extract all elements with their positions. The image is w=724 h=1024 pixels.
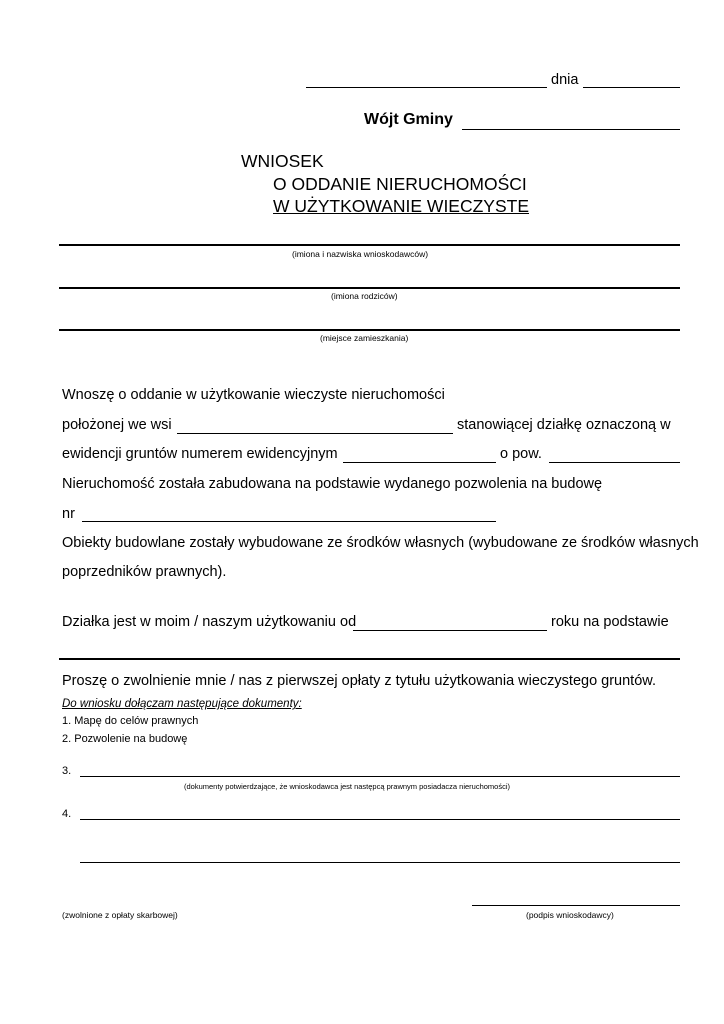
addressee-label: Wójt Gminy — [364, 111, 453, 128]
document-subtitle: O ODDANIE NIERUCHOMOŚCI — [273, 174, 527, 194]
area-label: o pow. — [500, 446, 542, 462]
funding-text: Obiekty budowlane zostały wybudowane ze środków własnych (wybudowane ze środków własnych — [62, 535, 699, 551]
usage-year-field[interactable] — [353, 630, 547, 631]
attachment-4-field[interactable] — [80, 819, 680, 820]
fee-note: (zwolnione z opłaty skarbowej) — [62, 910, 178, 920]
basis-field[interactable] — [59, 658, 680, 660]
residence-field[interactable] — [59, 329, 680, 331]
location-label: położonej we wsi — [62, 417, 172, 433]
attachments-heading: Do wniosku dołączam następujące dokumenty: — [62, 698, 302, 710]
permit-number-field[interactable] — [82, 521, 496, 522]
municipality-field[interactable] — [462, 129, 680, 130]
parcel-label: stanowiącej działkę oznaczoną w — [457, 417, 671, 433]
parents-field[interactable] — [59, 287, 680, 289]
permit-number-label: nr — [62, 506, 75, 522]
usage-label: Działka jest w moim / naszym użytkowaniu od — [62, 614, 357, 630]
village-field[interactable] — [177, 433, 453, 434]
basis-label: roku na podstawie — [551, 614, 669, 630]
attachment-item-1: 1. Mapę do celów prawnych — [62, 715, 199, 727]
names-caption: (imiona i nazwiska wnioskodawców) — [292, 249, 429, 259]
residence-caption: (miejsce zamieszkania) — [320, 333, 409, 343]
parents-caption: (imiona rodziców) — [331, 291, 398, 301]
attachment-item-4-number: 4. — [62, 808, 72, 820]
area-field[interactable] — [549, 462, 680, 463]
date-field[interactable] — [583, 87, 680, 88]
attachment-extra-field[interactable] — [80, 862, 680, 863]
place-field[interactable] — [306, 87, 547, 88]
funding-text-cont: poprzedników prawnych). — [62, 564, 227, 580]
attachment-item-3-number: 3. — [62, 765, 72, 777]
exemption-text: Proszę o zwolnienie mnie / nas z pierwszej opłaty z tytułu użytkowania wieczystego gruntów. — [62, 673, 656, 689]
names-field[interactable] — [59, 244, 680, 246]
attachment-item-2: 2. Pozwolenie na budowę — [62, 733, 188, 745]
request-text: Wnoszę o oddanie w użytkowanie wieczyste nieruchomości — [62, 387, 445, 403]
attachment-3-field[interactable] — [80, 776, 680, 777]
signature-field[interactable] — [472, 905, 680, 906]
document-subtitle-underlined: W UŻYTKOWANIE WIECZYSTE — [273, 196, 530, 216]
signature-caption: (podpis wnioskodawcy) — [526, 910, 614, 920]
attachment-3-caption: (dokumenty potwierdzające, że wnioskodawca jest następcą prawnym posiadacza nieruchomości) — [184, 782, 510, 791]
registry-number-field[interactable] — [343, 462, 496, 463]
registry-label: ewidencji gruntów numerem ewidencyjnym — [62, 446, 338, 462]
dnia-label: dnia — [551, 72, 579, 88]
document-title: WNIOSEK — [241, 151, 324, 171]
permit-text: Nieruchomość została zabudowana na podstawie wydanego pozwolenia na budowę — [62, 476, 603, 492]
